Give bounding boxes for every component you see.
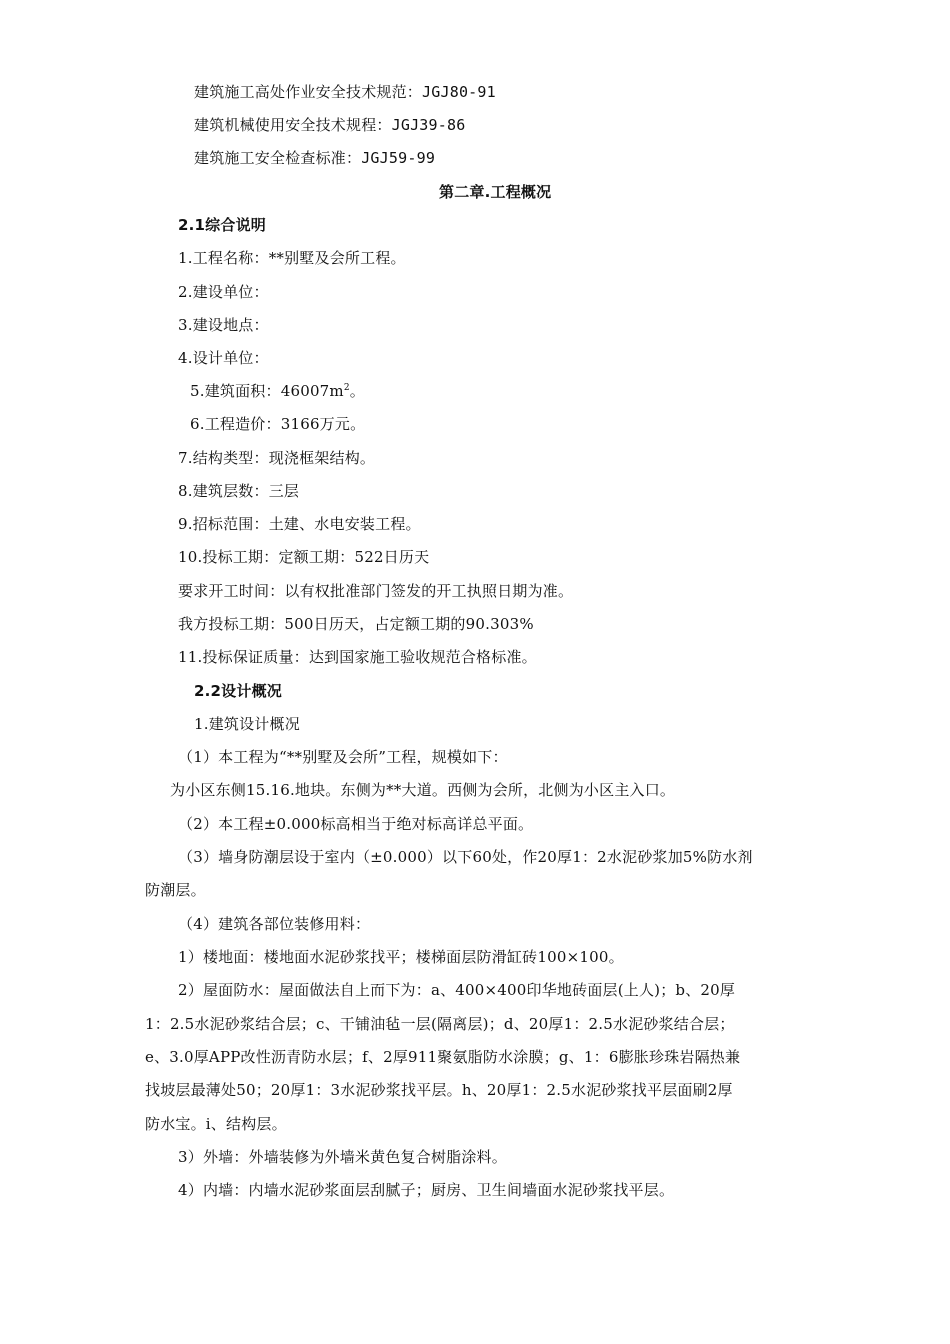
standard-item-2 xyxy=(194,115,465,135)
standard-item-1 xyxy=(194,82,496,102)
material-roof-d: 找坡层最薄处50；20厚1：3水泥砂浆找平层。h、20厚1：2.5水泥砂浆找平层面刷2厚 xyxy=(145,1081,733,1099)
design-paragraph-3a: （3）墙身防潮层设于室内（±0.000）以下60处，作20厚1：2水泥砂浆加5%防水剂 xyxy=(178,848,753,866)
standard-item-3 xyxy=(194,148,435,168)
section-2-1-title: 2.1综合说明 xyxy=(178,216,266,234)
material-roof-c: e、3.0厚APP改性沥青防水层；f、2厚911聚氨脂防水涂膜；g、1：6膨胀珍珠岩隔热兼 xyxy=(145,1048,741,1066)
material-roof-b: 1：2.5水泥砂浆结合层；c、干铺油毡一层(隔离层)；d、20厚1：2.5水泥砂浆结合层； xyxy=(145,1015,735,1033)
chapter-title: 第二章.工程概况 xyxy=(439,183,552,201)
overview-item-5 xyxy=(190,381,365,401)
section-2-2-title: 2.2设计概况 xyxy=(194,682,282,700)
overview-item-6: 6.工程造价：3166万元。 xyxy=(190,415,366,433)
material-interior-wall: 4）内墙：内墙水泥砂浆面层刮腻子；厨房、卫生间墙面水泥砂浆找平层。 xyxy=(178,1181,675,1199)
material-roof-a: 2）屋面防水：屋面做法自上而下为：a、400×400印华地砖面层(上人)；b、20厚 xyxy=(178,981,736,999)
overview-start-time: 要求开工时间：以有权批准部门签发的开工执照日期为准。 xyxy=(178,582,574,600)
overview-item-3: 3.建设地点： xyxy=(178,316,269,334)
standard-code: JGJ59-99 xyxy=(361,149,436,167)
architecture-overview-heading: 1.建筑设计概况 xyxy=(194,715,300,733)
overview-item-11: 11.投标保证质量：达到国家施工验收规范合格标准。 xyxy=(178,648,537,666)
overview-item-1: 1.工程名称：**别墅及会所工程。 xyxy=(178,249,406,267)
material-roof-e: 防水宝。i、结构层。 xyxy=(145,1115,287,1133)
area-suffix: 。 xyxy=(349,382,365,400)
material-exterior-wall: 3）外墙：外墙装修为外墙米黄色复合树脂涂料。 xyxy=(178,1148,507,1166)
standard-name: 建筑机械使用安全技术规程： xyxy=(194,116,392,134)
standard-name: 建筑施工安全检查标准： xyxy=(194,149,362,167)
standard-code: JGJ39-86 xyxy=(391,116,466,134)
overview-item-8: 8.建筑层数：三层 xyxy=(178,482,300,500)
overview-item-7: 7.结构类型：现浇框架结构。 xyxy=(178,449,376,467)
design-paragraph-2: （2）本工程±0.000标高相当于绝对标高详总平面。 xyxy=(178,815,534,833)
overview-bid-period: 我方投标工期：500日历天，占定额工期的90.303% xyxy=(178,615,534,633)
material-floor: 1）楼地面：楼地面水泥砂浆找平；楼梯面层防滑缸砖100×100。 xyxy=(178,948,624,966)
area-superscript: 2 xyxy=(343,383,350,393)
standard-code: JGJ80-91 xyxy=(422,83,496,101)
overview-item-2: 2.建设单位： xyxy=(178,283,269,301)
design-paragraph-1b: 为小区东侧15.16.地块。东侧为**大道。西侧为会所，北侧为小区主入口。 xyxy=(170,781,676,799)
overview-item-9: 9.招标范围：土建、水电安装工程。 xyxy=(178,515,421,533)
design-paragraph-1: （1）本工程为“**别墅及会所”工程，规模如下： xyxy=(178,748,508,766)
design-paragraph-3b: 防潮层。 xyxy=(145,881,206,899)
overview-item-4: 4.设计单位： xyxy=(178,349,269,367)
standard-name: 建筑施工高处作业安全技术规范： xyxy=(194,83,423,101)
overview-item-10: 10.投标工期：定额工期：522日历天 xyxy=(178,548,430,566)
area-text: 5.建筑面积：46007m xyxy=(190,382,344,400)
design-paragraph-4: （4）建筑各部位装修用料： xyxy=(178,915,371,933)
